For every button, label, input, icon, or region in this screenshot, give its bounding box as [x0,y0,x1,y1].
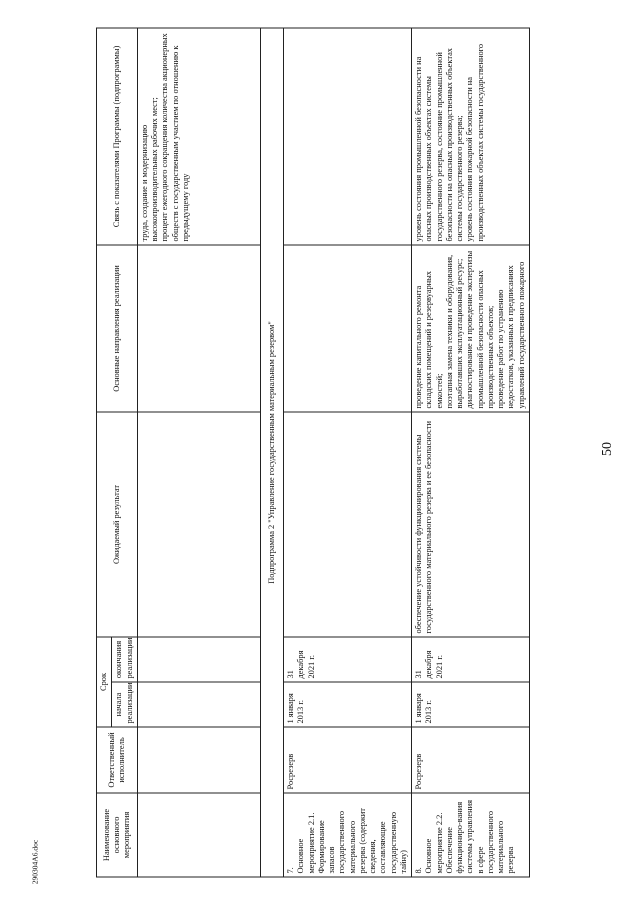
row-name: Основное мероприятие 2.2. Обеспечение функциониро-вания системы управления в сфере государственного материального резерва [424,800,516,874]
subprogram-row [260,28,283,877]
header-start: начала реализации [112,682,138,727]
subprogram-title: Подпрограмма 2 "Управление государственным материальным резервом" [260,28,283,877]
row-start: 1 января 2013 г. [412,682,530,727]
row-directions: проведение капитального ремонта складских помещений и резервуарных емкостей; поэтапная замена техники и оборудования, выработавших эксплуатационный ресурс; диагностирование и проведение экспертизы промышленной безопасности опасных производственных объектов; проведение работ по устранению недостатков, указанных в предписаниях управлений государственного пожарного [412,245,530,412]
row-link [284,28,412,245]
row-executor: Росрезерв [412,727,530,793]
header-link: Связь с показателями Программы (подпрограммы) [97,28,138,245]
row-link: уровень состояния промышленной безопасности на опасных производственных объектах системы государственного резерва, состояние промышленной безопасности на опасных производственных объектах системы государственного резерва; уровень состояния пожарной безопасности на производственных объектах системы государственного [412,28,530,245]
row-executor: Росрезерв [284,727,412,793]
header-executor: Ответственный исполнитель [97,727,138,793]
header-result: Ожидаемый результат [97,412,138,637]
page-number: 50 [600,442,615,456]
row-end: 31 декабря 2021 г. [412,637,530,682]
header-end: окончания реализации [112,637,138,682]
header-term: Срок [97,637,112,727]
program-table [96,28,530,878]
row-number: 7. [286,867,295,874]
row-start: 1 января 2013 г. [284,682,412,727]
row-end: 31 декабря 2021 г. [284,637,412,682]
row-result [284,412,412,637]
header-name: Наименование основного мероприятия [97,793,138,877]
header-directions: Основные направления реализации [97,245,138,412]
table-row [284,28,412,877]
rotated-table-container [96,29,560,878]
carryover-link-text: труда, создание и модернизацию высокопроизводительных рабочих мест; процент ежегодного сокращения количества акционерных обществ с государственным участием по отношению к предыдущему году [137,28,260,245]
carryover-row [137,28,260,877]
file-id: 290304А6.doc [30,839,40,885]
row-number: 8. [414,867,423,874]
row-result: обеспечение устойчивости функционирования системы государственного материального резерва и ее безопасности [412,412,530,637]
row-directions [284,245,412,412]
row-name: Основное мероприятие 2.1. Формирование запасов государственного материального резерва (содержит сведения, составляющие государственную тайну) [296,808,408,874]
table-row [412,28,530,877]
